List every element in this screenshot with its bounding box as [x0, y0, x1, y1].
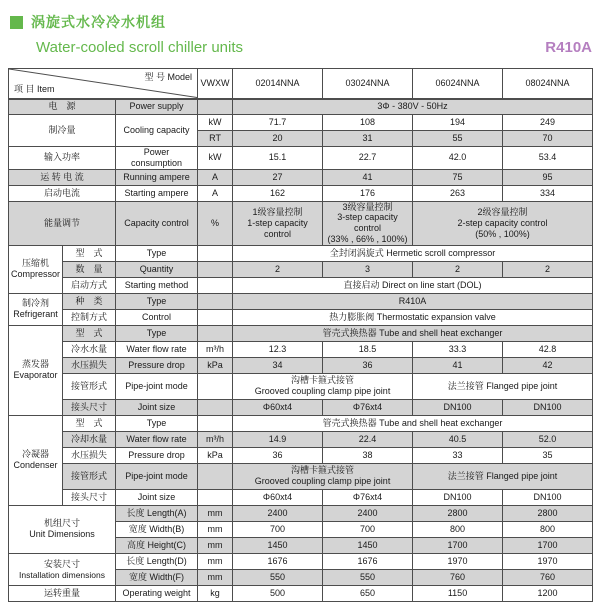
- label-en: Type: [116, 325, 198, 341]
- value-cell: 41: [323, 169, 413, 185]
- value-cell: 管壳式换热器 Tube and shell heat exchanger: [233, 325, 593, 341]
- unit-cell-empty: [198, 399, 233, 415]
- value-cell: 108: [323, 115, 413, 131]
- value-cell: 2: [233, 261, 323, 277]
- label-en: Operating weight: [116, 585, 198, 601]
- value-cell-pipe-right: 法兰接管 Flanged pipe joint: [413, 373, 593, 399]
- section-en: Condenser: [13, 460, 58, 471]
- label-en: Control: [116, 309, 198, 325]
- value-cell: 53.4: [503, 147, 593, 170]
- value-cell: Φ76xt4: [323, 399, 413, 415]
- unit-cell: kW: [198, 147, 233, 170]
- table-row-operating-weight: [9, 585, 593, 601]
- value-cell-pipe-left: [233, 373, 413, 399]
- section-en: Unit Dimensions: [29, 529, 95, 540]
- unit-cell-empty: [198, 245, 233, 261]
- label-en: Type: [116, 245, 198, 261]
- value-cell-pipe-right: 法兰接管 Flanged pipe joint: [413, 463, 593, 489]
- label-dim: 长度 Length(A): [116, 505, 198, 521]
- label-zh: 接管形式: [63, 463, 116, 489]
- label-en: Power consumption: [116, 147, 198, 170]
- value-cell: 194: [413, 115, 503, 131]
- value-cell: 70: [503, 131, 593, 147]
- value-cell: 22.7: [323, 147, 413, 170]
- table-row-running-ampere: [9, 169, 593, 185]
- label-en: Joint size: [116, 399, 198, 415]
- label-zh: 运转重量: [9, 585, 116, 601]
- section-en: Compressor: [11, 269, 61, 280]
- value-cell: 35: [503, 447, 593, 463]
- value-cell: 管壳式换热器 Tube and shell heat exchanger: [233, 415, 593, 431]
- page-title-zh: 涡旋式水冷冷水机组: [31, 14, 166, 30]
- value-cell: 800: [413, 521, 503, 537]
- label-en: Water flow rate: [116, 431, 198, 447]
- value-cell: 3Φ - 380V - 50Hz: [233, 99, 593, 115]
- value-cell: 1200: [503, 585, 593, 601]
- unit-cell: kPa: [198, 357, 233, 373]
- unit-cell: mm: [198, 537, 233, 553]
- table-row-length-d: [9, 553, 593, 569]
- value-cell: 1970: [503, 553, 593, 569]
- pipe-left-zh: 沟槽卡箍式接管: [291, 465, 355, 476]
- value-cell: 176: [323, 185, 413, 201]
- series-cell: VWXW: [198, 69, 233, 99]
- value-cell: 42: [503, 357, 593, 373]
- table-row-compressor-type: [9, 245, 593, 261]
- value-cell: 20: [233, 131, 323, 147]
- section-zh: 机组尺寸: [43, 518, 80, 529]
- unit-cell: kW: [198, 115, 233, 131]
- unit-cell: m³/h: [198, 341, 233, 357]
- value-cell: 1150: [413, 585, 503, 601]
- table-row-refrigerant-type: [9, 293, 593, 309]
- label-zh: 输入功率: [9, 147, 116, 170]
- table-row-header: [9, 69, 593, 99]
- value-cell: 直接启动 Direct on line start (DOL): [233, 277, 593, 293]
- capacity-1step-zh: 1级容量控制: [252, 206, 303, 217]
- value-cell: 33.3: [413, 341, 503, 357]
- label-en: Cooling capacity: [116, 115, 198, 147]
- value-cell: 40.5: [413, 431, 503, 447]
- label-en: Quantity: [116, 261, 198, 277]
- value-cell: 3: [323, 261, 413, 277]
- page-title-en: Water-cooled scroll chiller units: [36, 39, 244, 56]
- table-row-power-supply: [9, 99, 593, 115]
- value-cell: 500: [233, 585, 323, 601]
- value-cell: 760: [503, 569, 593, 585]
- value-cell: Φ60xt4: [233, 399, 323, 415]
- label-zh: 水压损失: [63, 357, 116, 373]
- spec-table: [8, 68, 593, 602]
- label-en: Type: [116, 293, 198, 309]
- capacity-3step-en: 3-step capacity control: [337, 212, 398, 234]
- value-cell: 12.3: [233, 341, 323, 357]
- value-cell: 249: [503, 115, 593, 131]
- section-unit-dimensions: [9, 505, 116, 553]
- value-cell: 热力膨胀阀 Thermostatic expansion valve: [233, 309, 593, 325]
- label-en: Power supply: [116, 99, 198, 115]
- value-cell: 800: [503, 521, 593, 537]
- value-cell: 760: [413, 569, 503, 585]
- value-cell: 2800: [503, 505, 593, 521]
- value-cell: R410A: [233, 293, 593, 309]
- label-en: Starting method: [116, 277, 198, 293]
- model-cell: 08024NNA: [503, 69, 593, 99]
- value-cell: 42.8: [503, 341, 593, 357]
- unit-cell: m³/h: [198, 431, 233, 447]
- value-cell: 1450: [233, 537, 323, 553]
- value-cell: 1970: [413, 553, 503, 569]
- section-en: Refrigerant: [13, 309, 58, 320]
- table-row-condenser-joint: [9, 489, 593, 505]
- label-zh: 接头尺寸: [63, 399, 116, 415]
- label-zh: 启动方式: [63, 277, 116, 293]
- pipe-left-zh: 沟槽卡箍式接管: [291, 375, 355, 386]
- table-row-condenser-flow: [9, 431, 593, 447]
- capacity-3step-note: (33% , 66% , 100%): [327, 233, 408, 244]
- value-cell: 2400: [323, 505, 413, 521]
- value-cell: DN100: [503, 399, 593, 415]
- unit-cell: mm: [198, 505, 233, 521]
- section-compressor: [9, 245, 63, 293]
- table-row-evaporator-drop: [9, 357, 593, 373]
- value-cell: DN100: [413, 489, 503, 505]
- label-zh: 运 转 电 流: [9, 169, 116, 185]
- unit-cell: mm: [198, 553, 233, 569]
- table-row-capacity-control: [9, 201, 593, 245]
- value-cell: 263: [413, 185, 503, 201]
- label-en: Capacity control: [116, 201, 198, 245]
- section-refrigerant: [9, 293, 63, 325]
- label-zh: 数 量: [63, 261, 116, 277]
- table-row-condenser-type: [9, 415, 593, 431]
- label-dim: 长度 Length(D): [116, 553, 198, 569]
- value-cell: 650: [323, 585, 413, 601]
- label-zh: 接管形式: [63, 373, 116, 399]
- table-row-length-a: [9, 505, 593, 521]
- table-row-power-consumption: [9, 147, 593, 170]
- value-cell: Φ76xt4: [323, 489, 413, 505]
- value-cell: 550: [323, 569, 413, 585]
- value-cell: 全封闭涡旋式 Hermetic scroll compressor: [233, 245, 593, 261]
- section-zh: 蒸发器: [21, 359, 49, 370]
- page-header: [10, 12, 592, 56]
- refrigerant-badge: R410A: [545, 39, 592, 56]
- table-row-evaporator-flow: [9, 341, 593, 357]
- value-cell: 700: [323, 521, 413, 537]
- section-zh: 制冷剂: [21, 298, 49, 309]
- unit-cell-empty: [198, 373, 233, 399]
- label-en: Starting ampere: [116, 185, 198, 201]
- model-label: 型 号 Model: [144, 72, 193, 82]
- unit-cell: kg: [198, 585, 233, 601]
- value-cell: 33: [413, 447, 503, 463]
- value-cell: 36: [233, 447, 323, 463]
- table-row-compressor-quantity: [9, 261, 593, 277]
- capacity-2step-en: 2-step capacity control: [457, 217, 548, 228]
- label-en: Type: [116, 415, 198, 431]
- value-cell: 550: [233, 569, 323, 585]
- value-cell: 2: [503, 261, 593, 277]
- unit-cell-empty: [198, 325, 233, 341]
- value-cell: 41: [413, 357, 503, 373]
- table-row-condenser-pipe: [9, 463, 593, 489]
- item-label: 项 目 Item: [14, 83, 55, 94]
- section-zh: 压缩机: [21, 258, 49, 269]
- section-condenser: [9, 415, 63, 505]
- label-zh: 能量调节: [9, 201, 116, 245]
- label-zh: 水压损失: [63, 447, 116, 463]
- label-dim: 宽度 Width(B): [116, 521, 198, 537]
- value-cell: 27: [233, 169, 323, 185]
- unit-cell-empty: [198, 415, 233, 431]
- table-row-refrigerant-control: [9, 309, 593, 325]
- value-cell: 2800: [413, 505, 503, 521]
- section-installation-dimensions: [9, 553, 116, 585]
- label-zh: 制冷量: [9, 115, 116, 147]
- value-cell: DN100: [413, 399, 503, 415]
- diagonal-header-cell: [9, 69, 198, 99]
- table-row-evaporator-joint: [9, 399, 593, 415]
- value-cell: 42.0: [413, 147, 503, 170]
- value-cell: 1700: [413, 537, 503, 553]
- label-zh: 电 源: [9, 99, 116, 115]
- label-zh: 型 式: [63, 245, 116, 261]
- value-cell: 1676: [233, 553, 323, 569]
- label-zh: 控制方式: [63, 309, 116, 325]
- label-en: Pipe-joint mode: [116, 463, 198, 489]
- value-cell: 162: [233, 185, 323, 201]
- unit-cell: A: [198, 169, 233, 185]
- capacity-3step-zh: 3级容量控制: [342, 201, 393, 212]
- value-cell: 700: [233, 521, 323, 537]
- value-cell-capacity-2step: [413, 201, 593, 245]
- value-cell: 15.1: [233, 147, 323, 170]
- unit-cell-empty: [198, 261, 233, 277]
- section-en: Evaporator: [13, 370, 58, 381]
- label-zh: 型 式: [63, 325, 116, 341]
- green-square-icon: [10, 16, 23, 29]
- value-cell: 22.4: [323, 431, 413, 447]
- unit-cell: A: [198, 185, 233, 201]
- capacity-2step-note: (50% , 100%): [475, 228, 530, 239]
- section-en: Installation dimensions: [19, 569, 105, 580]
- label-en: Pressure drop: [116, 357, 198, 373]
- value-cell: 55: [413, 131, 503, 147]
- value-cell: 95: [503, 169, 593, 185]
- section-evaporator: [9, 325, 63, 415]
- unit-cell-empty: [198, 99, 233, 115]
- value-cell: 1676: [323, 553, 413, 569]
- table-row-cooling-kw: [9, 115, 593, 131]
- model-cell: 02014NNA: [233, 69, 323, 99]
- value-cell: 31: [323, 131, 413, 147]
- label-dim: 高度 Height(C): [116, 537, 198, 553]
- value-cell: 75: [413, 169, 503, 185]
- value-cell: DN100: [503, 489, 593, 505]
- label-zh: 启动电流: [9, 185, 116, 201]
- table-row-evaporator-type: [9, 325, 593, 341]
- pipe-left-en: Grooved coupling clamp pipe joint: [254, 476, 391, 487]
- model-cell: 03024NNA: [323, 69, 413, 99]
- label-en: Running ampere: [116, 169, 198, 185]
- unit-cell: mm: [198, 521, 233, 537]
- label-en: Joint size: [116, 489, 198, 505]
- value-cell: 18.5: [323, 341, 413, 357]
- model-cell: 06024NNA: [413, 69, 503, 99]
- value-cell: 2400: [233, 505, 323, 521]
- section-zh: 安装尺寸: [43, 558, 80, 569]
- unit-cell-empty: [198, 489, 233, 505]
- label-en: Pressure drop: [116, 447, 198, 463]
- table-row-compressor-start: [9, 277, 593, 293]
- label-zh: 冷水水量: [63, 341, 116, 357]
- value-cell: 52.0: [503, 431, 593, 447]
- label-en: Pipe-joint mode: [116, 373, 198, 399]
- unit-cell-empty: [198, 277, 233, 293]
- table-row-evaporator-pipe: [9, 373, 593, 399]
- label-en: Water flow rate: [116, 341, 198, 357]
- label-zh: 种 类: [63, 293, 116, 309]
- value-cell: 36: [323, 357, 413, 373]
- value-cell-pipe-left: [233, 463, 413, 489]
- unit-cell: %: [198, 201, 233, 245]
- label-zh: 接头尺寸: [63, 489, 116, 505]
- table-row-starting-ampere: [9, 185, 593, 201]
- unit-cell: mm: [198, 569, 233, 585]
- value-cell-capacity-1step: [233, 201, 323, 245]
- unit-cell-empty: [198, 463, 233, 489]
- capacity-2step-zh: 2级容量控制: [477, 206, 528, 217]
- value-cell: 334: [503, 185, 593, 201]
- value-cell-capacity-3step: [323, 201, 413, 245]
- section-zh: 冷凝器: [21, 449, 49, 460]
- capacity-1step-en: 1-step capacity control: [247, 217, 308, 239]
- label-dim: 宽度 Width(F): [116, 569, 198, 585]
- label-zh: 型 式: [63, 415, 116, 431]
- value-cell: 2: [413, 261, 503, 277]
- value-cell: 1450: [323, 537, 413, 553]
- unit-cell: RT: [198, 131, 233, 147]
- value-cell: 34: [233, 357, 323, 373]
- unit-cell-empty: [198, 293, 233, 309]
- value-cell: 1700: [503, 537, 593, 553]
- table-row-condenser-drop: [9, 447, 593, 463]
- unit-cell-empty: [198, 309, 233, 325]
- pipe-left-en: Grooved coupling clamp pipe joint: [254, 386, 391, 397]
- value-cell: 38: [323, 447, 413, 463]
- value-cell: 71.7: [233, 115, 323, 131]
- unit-cell: kPa: [198, 447, 233, 463]
- label-zh: 冷却水量: [63, 431, 116, 447]
- value-cell: Φ60xt4: [233, 489, 323, 505]
- value-cell: 14.9: [233, 431, 323, 447]
